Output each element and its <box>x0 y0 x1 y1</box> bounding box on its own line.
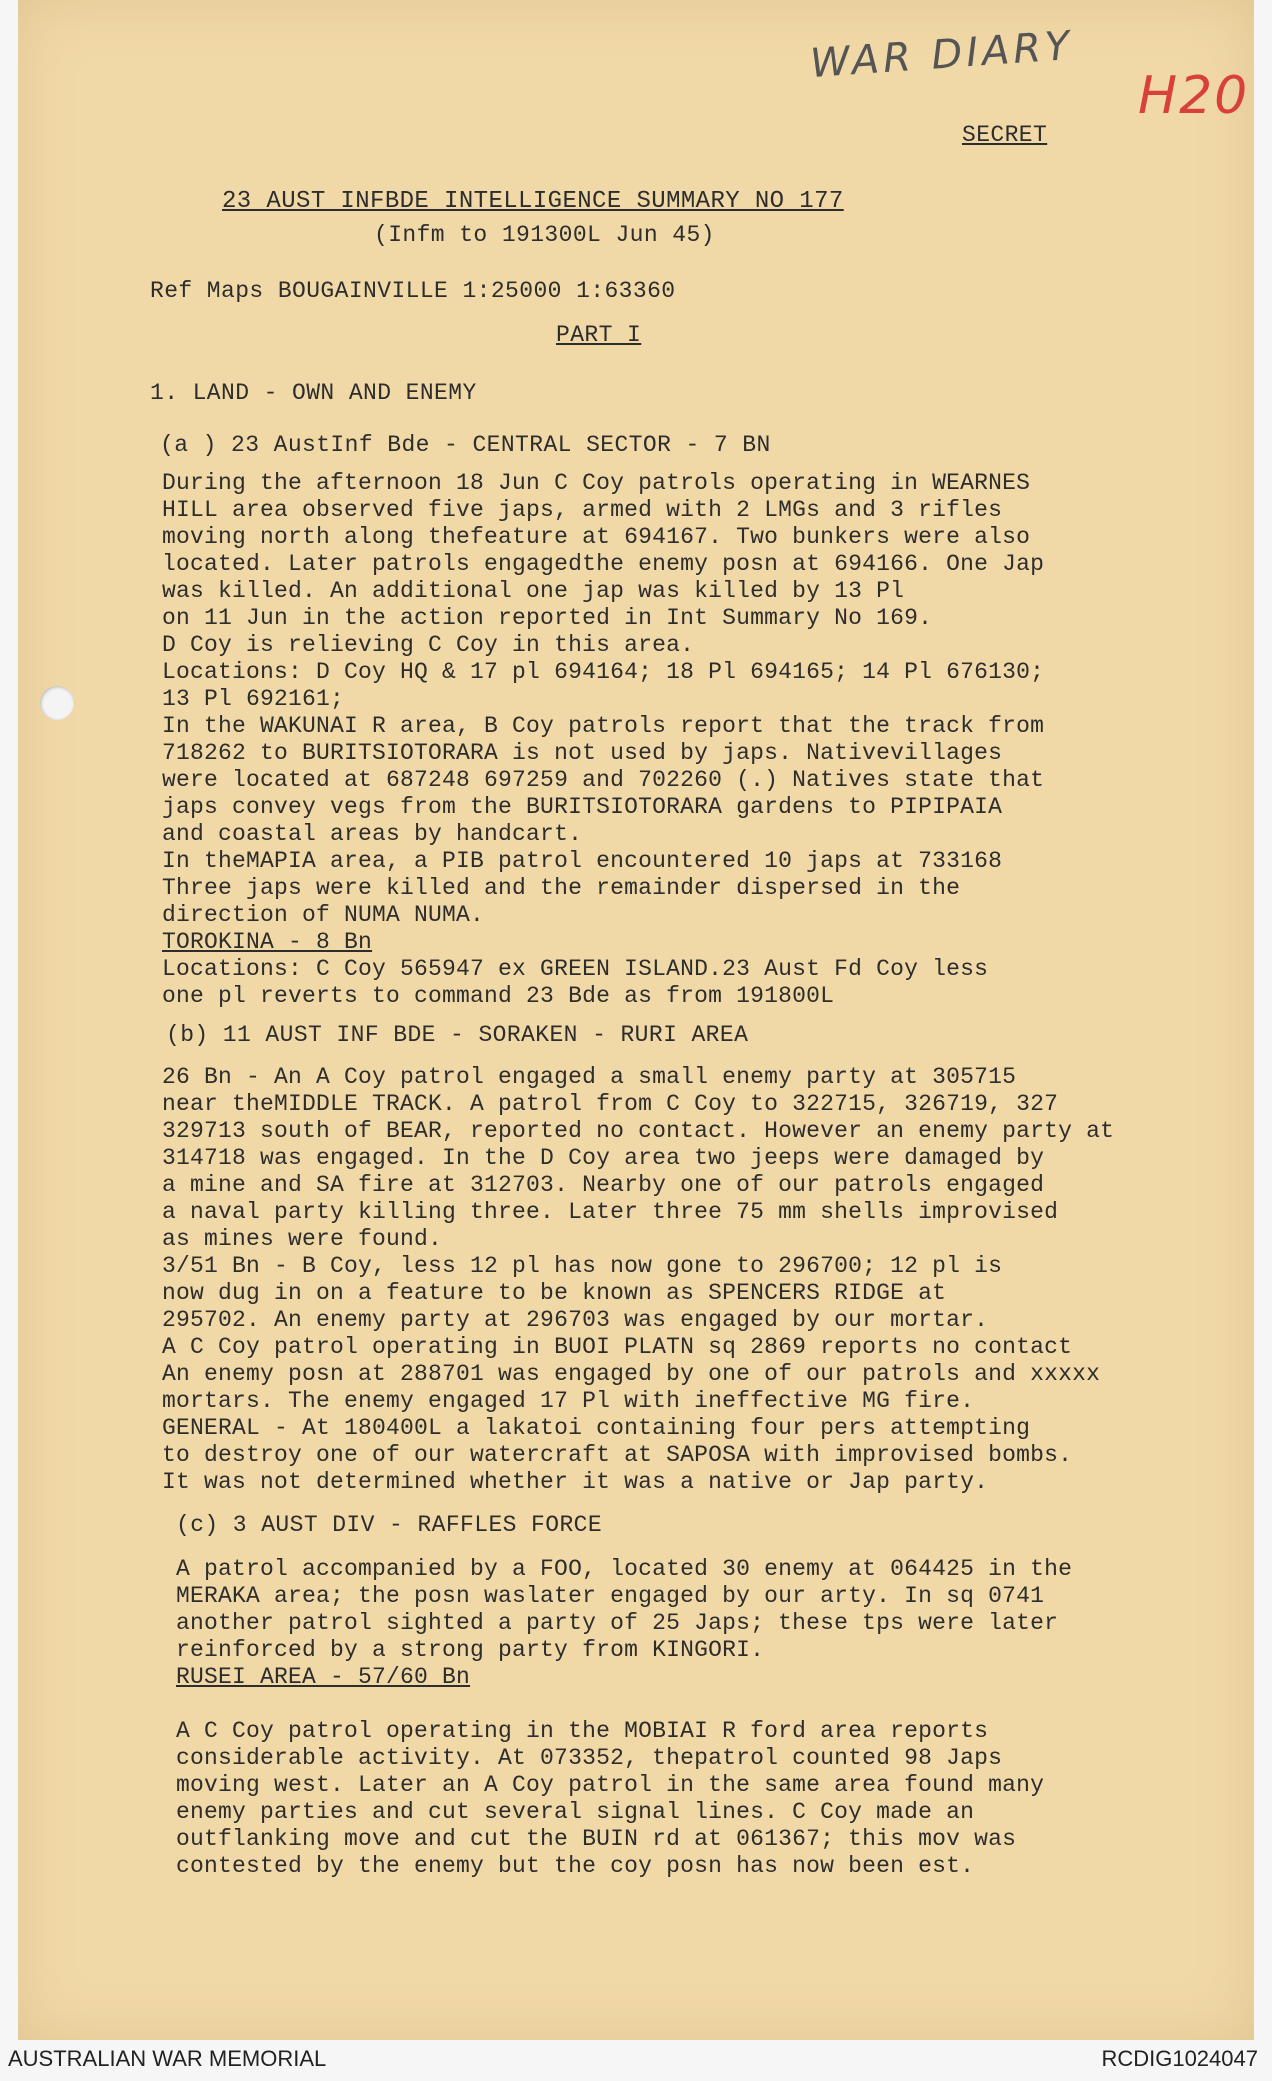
section-heading: 1. LAND - OWN AND ENEMY <box>150 380 477 406</box>
text-line: moving west. Later an A Coy patrol in the same area found many <box>176 1772 1045 1798</box>
text-line: japs convey vegs from the BURITSIOTORARA gardens to PIPIPAIA <box>162 794 1003 820</box>
text-line: considerable activity. At 073352, thepatrol counted 98 Japs <box>176 1745 1003 1771</box>
text-line: outflanking move and cut the BUIN rd at 061367; this mov was <box>176 1826 1017 1852</box>
classification: SECRET <box>962 122 1048 148</box>
handwritten-war-diary: WAR DIARY <box>808 22 1075 88</box>
text-line: A C Coy patrol operating in BUOI PLATN sq 2869 reports no contact <box>162 1334 1073 1360</box>
text-line: It was not determined whether it was a native or Jap party. <box>162 1469 989 1495</box>
information-date: (Infm to 191300L Jun 45) <box>374 222 715 248</box>
handwritten-code: H20 <box>1138 66 1250 126</box>
text-line: D Coy is relieving C Coy in this area. <box>162 632 695 658</box>
text-line: located. Later patrols engagedthe enemy posn at 694166. One Jap <box>162 551 1045 577</box>
text-line: 718262 to BURITSIOTORARA is not used by japs. Nativevillages <box>162 740 1003 766</box>
text-line: another patrol sighted a party of 25 Japs; these tps were later <box>176 1610 1059 1636</box>
text-line: A patrol accompanied by a FOO, located 30 enemy at 064425 in the <box>176 1556 1073 1582</box>
part-heading: PART I <box>556 322 642 348</box>
text-line: 3/51 Bn - B Coy, less 12 pl has now gone to 296700; 12 pl is <box>162 1253 1003 1279</box>
text-line: Three japs were killed and the remainder dispersed in the <box>162 875 961 901</box>
text-line: In theMAPIA area, a PIB patrol encountered 10 japs at 733168 <box>162 848 1003 874</box>
text-line: GENERAL - At 180400L a lakatoi containing four pers attempting <box>162 1415 1031 1441</box>
text-line: 13 Pl 692161; <box>162 686 345 712</box>
text-line: An enemy posn at 288701 was engaged by one of our patrols and xxxxx <box>162 1361 1101 1387</box>
text-line: reinforced by a strong party from KINGORI. <box>176 1637 765 1663</box>
text-line: During the afternoon 18 Jun C Coy patrols operating in WEARNES <box>162 470 1031 496</box>
text-line: enemy parties and cut several signal lines. C Coy made an <box>176 1799 975 1825</box>
document-title: 23 AUST INFBDE INTELLIGENCE SUMMARY NO 177 <box>222 188 844 215</box>
text-line: was killed. An additional one jap was killed by 13 Pl <box>162 578 905 604</box>
text-line: now dug in on a feature to be known as SPENCERS RIDGE at <box>162 1280 947 1306</box>
text-line: a naval party killing three. Later three 75 mm shells improvised <box>162 1199 1059 1225</box>
footer-source: AUSTRALIAN WAR MEMORIAL <box>8 2046 327 2071</box>
punch-hole <box>40 686 74 720</box>
text-line: as mines were found. <box>162 1226 443 1252</box>
subsection-a-heading: (a ) 23 AustInf Bde - CENTRAL SECTOR - 7 BN <box>160 432 771 458</box>
text-line: moving north along thefeature at 694167. Two bunkers were also <box>162 524 1031 550</box>
text-line: a mine and SA fire at 312703. Nearby one of our patrols engaged <box>162 1172 1045 1198</box>
text-line: A C Coy patrol operating in the MOBIAI R ford area reports <box>176 1718 989 1744</box>
text-line: MERAKA area; the posn waslater engaged by our arty. In sq 0741 <box>176 1583 1045 1609</box>
text-line: one pl reverts to command 23 Bde as from 191800L <box>162 983 835 1009</box>
footer-id: RCDIG1024047 <box>1101 2046 1258 2071</box>
text-line: to destroy one of our watercraft at SAPOSA with improvised bombs. <box>162 1442 1073 1468</box>
text-line: mortars. The enemy engaged 17 Pl with ineffective MG fire. <box>162 1388 975 1414</box>
text-line: Locations: D Coy HQ & 17 pl 694164; 18 Pl 694165; 14 Pl 676130; <box>162 659 1045 685</box>
text-line: and coastal areas by handcart. <box>162 821 583 847</box>
text-line: contested by the enemy but the coy posn has now been est. <box>176 1853 975 1879</box>
text-line: 295702. An enemy party at 296703 was engaged by our mortar. <box>162 1307 989 1333</box>
text-line: TOROKINA - 8 Bn <box>162 929 373 955</box>
subsection-b-heading: (b) 11 AUST INF BDE - SORAKEN - RURI AREA <box>166 1022 749 1048</box>
text-line: were located at 687248 697259 and 702260 (.) Natives state that <box>162 767 1045 793</box>
text-line: near theMIDDLE TRACK. A patrol from C Coy to 322715, 326719, 327 <box>162 1091 1059 1117</box>
text-line: HILL area observed five japs, armed with 2 LMGs and 3 rifles <box>162 497 1003 523</box>
text-line: on 11 Jun in the action reported in Int Summary No 169. <box>162 605 933 631</box>
text-line: direction of NUMA NUMA. <box>162 902 485 928</box>
text-line: 329713 south of BEAR, reported no contact. However an enemy party at <box>162 1118 1115 1144</box>
text-line: 314718 was engaged. In the D Coy area two jeeps were damaged by <box>162 1145 1045 1171</box>
text-line: Locations: C Coy 565947 ex GREEN ISLAND.23 Aust Fd Coy less <box>162 956 989 982</box>
text-line: RUSEI AREA - 57/60 Bn <box>176 1664 471 1690</box>
subsection-c-heading: (c) 3 AUST DIV - RAFFLES FORCE <box>176 1512 603 1538</box>
text-line: In the WAKUNAI R area, B Coy patrols report that the track from <box>162 713 1045 739</box>
text-line: 26 Bn - An A Coy patrol engaged a small enemy party at 305715 <box>162 1064 1017 1090</box>
reference-maps: Ref Maps BOUGAINVILLE 1:25000 1:63360 <box>150 278 676 304</box>
